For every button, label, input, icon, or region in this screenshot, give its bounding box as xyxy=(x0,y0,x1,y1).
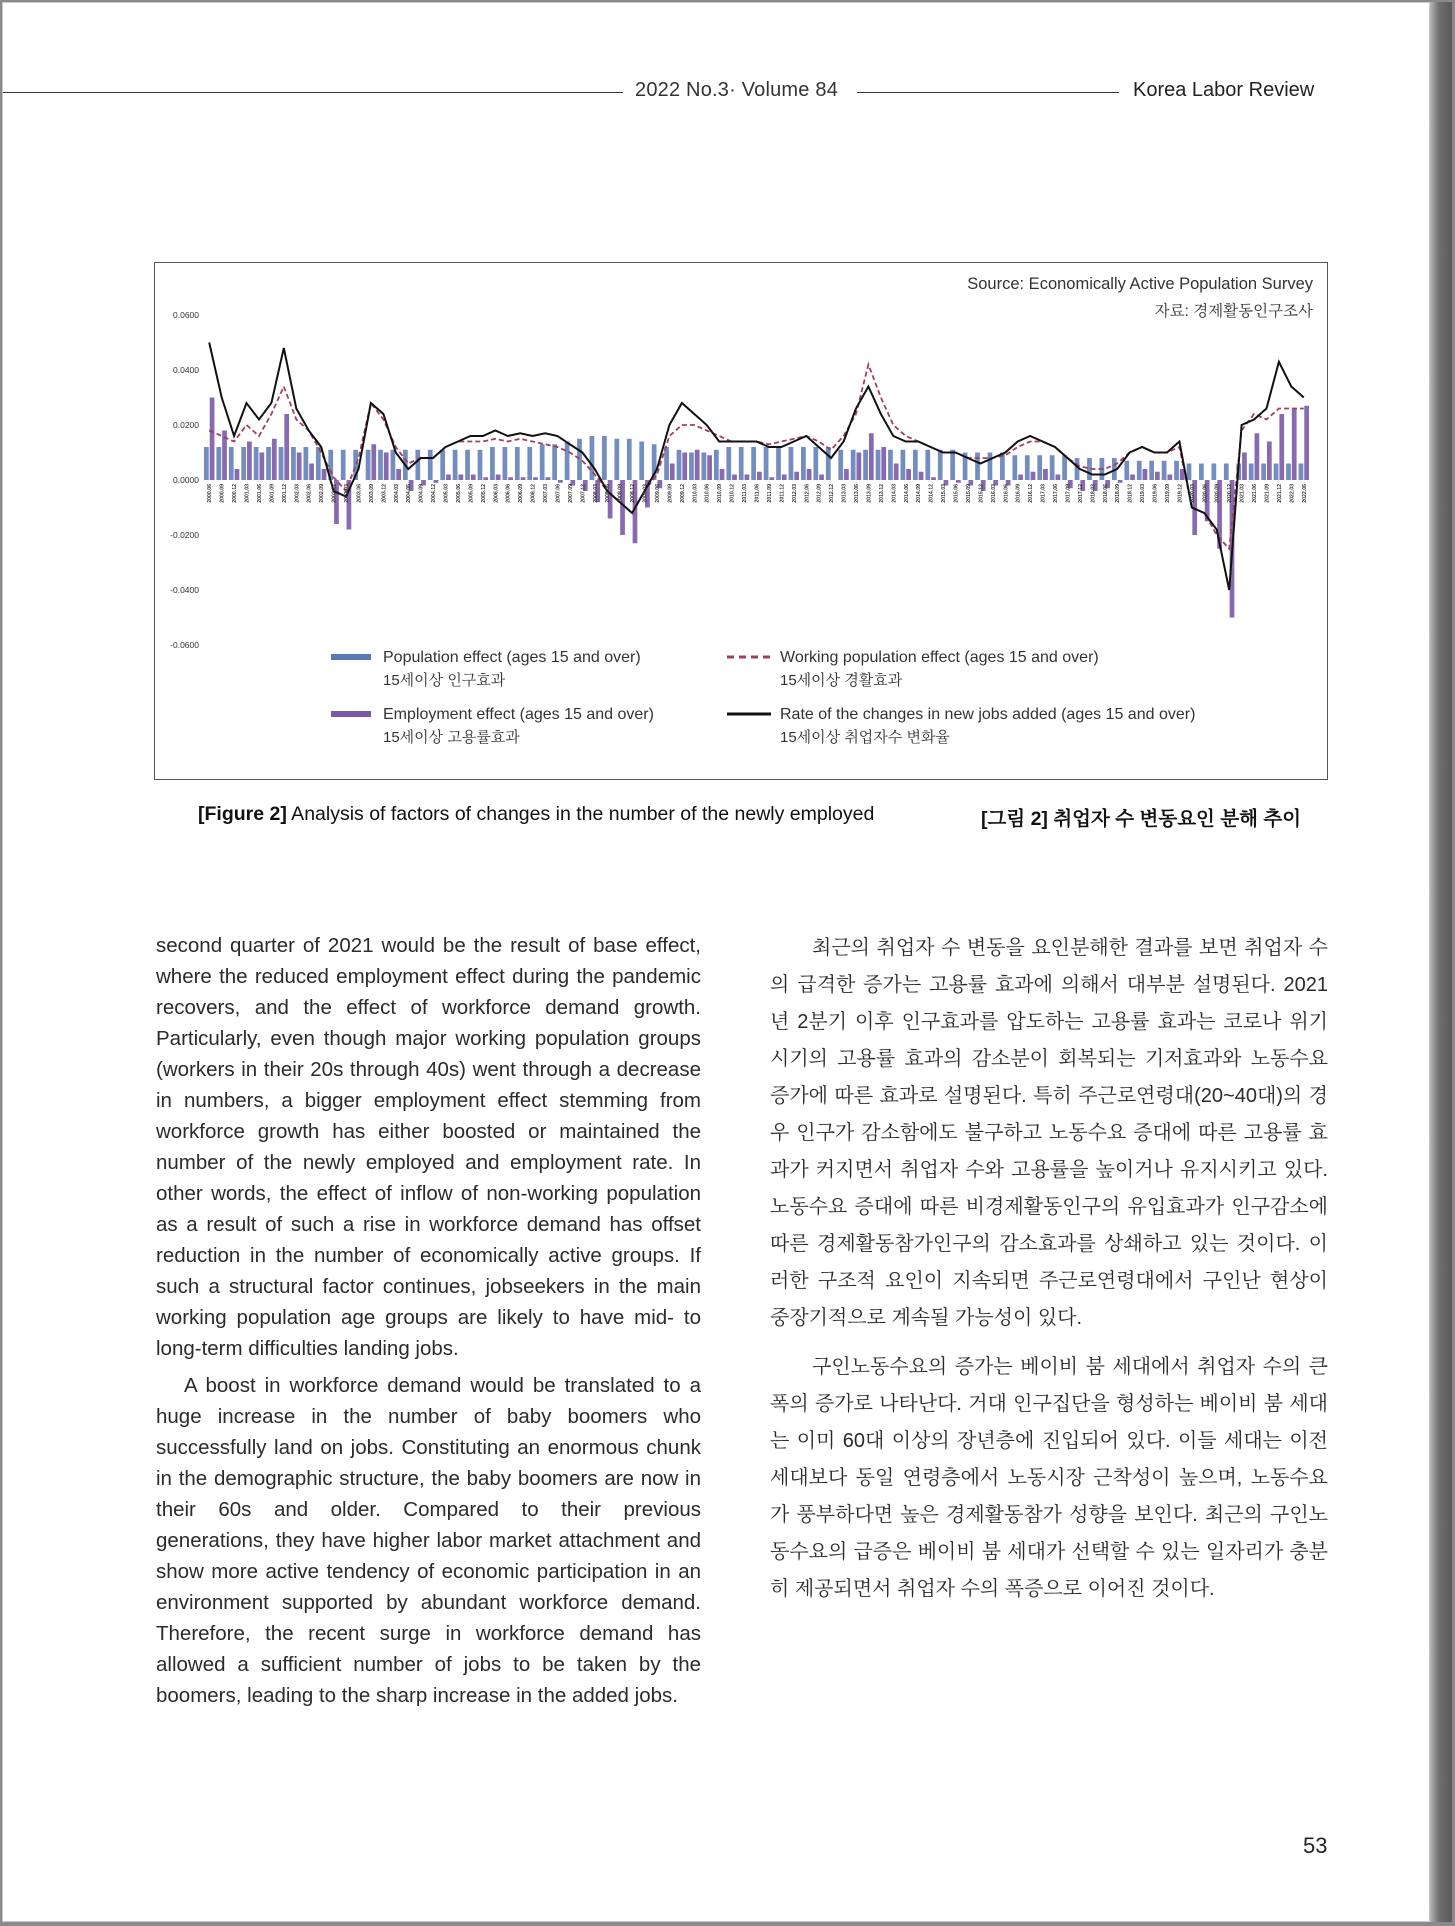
bar-population xyxy=(391,450,396,480)
bar-employment xyxy=(1155,472,1160,480)
x-tick-label: 2021.09 xyxy=(1264,484,1271,503)
x-tick-label: 2004.09 xyxy=(418,484,425,503)
bar-employment xyxy=(396,469,401,480)
bar-employment xyxy=(284,414,289,480)
bar-population xyxy=(789,447,794,480)
bar-population xyxy=(851,450,856,480)
bar-population xyxy=(1187,464,1192,481)
bar-employment xyxy=(235,469,240,480)
bar-population xyxy=(988,453,993,481)
bar-population xyxy=(739,447,744,480)
x-tick-label: 2002.03 xyxy=(294,484,301,503)
y-tick-label: 0.0200 xyxy=(173,420,199,430)
bar-population xyxy=(254,447,259,480)
bar-population xyxy=(266,447,271,480)
x-tick-label: 2017.12 xyxy=(1077,484,1084,503)
english-paragraph-1: second quarter of 2021 would be the result of base effect, where the reduced employment effect during the pandemic recovers, and the effect of workforce demand growth. Particularly, even though major working population groups (workers in their 20s through 40s) went through a decrease in numbers, a bigger employment effect stemming from workforce growth has either boosted or maintained the number of the newly employed and employment rate. In other words, the effect of inflow of non-working population as a result of such a rise in workforce demand has offset reduction in the number of economically active groups. If such a structural factor continues, jobseekers in the main working population age groups are likely to have mid- to long-term difficulties landing jobs. xyxy=(156,934,701,1360)
bar-population xyxy=(1299,464,1304,481)
bar-population xyxy=(1162,461,1167,480)
bar-employment xyxy=(919,472,924,480)
bar-population xyxy=(863,450,868,480)
x-tick-label: 2010.09 xyxy=(717,484,724,503)
x-tick-label: 2014.06 xyxy=(903,484,910,503)
x-tick-label: 2004.03 xyxy=(393,484,400,503)
x-tick-label: 2009.06 xyxy=(654,484,661,503)
bar-employment xyxy=(931,477,936,480)
bar-employment xyxy=(869,433,874,480)
bar-population xyxy=(888,450,893,480)
bar-employment xyxy=(745,475,750,481)
bar-population xyxy=(627,439,632,480)
bar-population xyxy=(478,450,483,480)
bar-population xyxy=(453,450,458,480)
bar-population xyxy=(527,447,532,480)
bar-employment xyxy=(844,469,849,480)
x-tick-label: 2007.03 xyxy=(543,484,550,503)
bar-employment xyxy=(769,477,774,480)
bar-employment xyxy=(1130,475,1135,481)
bar-employment xyxy=(819,475,824,481)
bar-population xyxy=(938,450,943,480)
x-tick-label: 2021.03 xyxy=(1239,484,1246,503)
x-tick-label: 2001.06 xyxy=(256,484,263,503)
bar-employment xyxy=(1043,469,1048,480)
x-tick-label: 2000.06 xyxy=(207,484,214,503)
x-tick-label: 2017.06 xyxy=(1053,484,1060,503)
x-tick-label: 2013.12 xyxy=(878,484,885,503)
bar-population xyxy=(1149,461,1154,480)
bar-population xyxy=(1050,455,1055,480)
x-tick-label: 2016.03 xyxy=(990,484,997,503)
x-tick-label: 2009.03 xyxy=(642,484,649,503)
bar-population xyxy=(503,447,508,480)
bar-population xyxy=(751,447,756,480)
x-tick-label: 2002.06 xyxy=(306,484,313,503)
x-tick-label: 2007.06 xyxy=(555,484,562,503)
bar-population xyxy=(1012,455,1017,480)
x-tick-label: 2012.12 xyxy=(829,484,836,503)
page xyxy=(2,2,1430,1922)
bar-population xyxy=(776,447,781,480)
bar-employment xyxy=(1304,406,1309,480)
korean-paragraph-2: 구인노동수요의 증가는 베이비 붐 세대에서 취업자 수의 큰 폭의 증가로 나타난다. 거대 인구집단을 형성하는 베이비 붐 세대는 이미 60대 이상의 장년층에 진입되어 있다. 이들 세대는 이전 세대보다 동일 연령층에서 노동시장 근착성이 높으며, 노동수요가 풍부하다면 높은 경제활동참가 성향을 보인다. 최근의 구인노동수요의 급증은 베이비 붐 세대가 선택할 수 있는 일자리가 충분히 제공되면서 취업자 수의 폭증으로 이어진 것이다. xyxy=(770,1356,1328,1600)
x-tick-label: 2006.06 xyxy=(505,484,512,503)
x-tick-label: 2001.12 xyxy=(281,484,288,503)
x-tick-label: 2016.09 xyxy=(1015,484,1022,503)
legend-rate xyxy=(780,703,1195,749)
bar-population xyxy=(291,447,296,480)
bar-population xyxy=(440,450,445,480)
header-issue: 2022 No.3· Volume 84 xyxy=(635,79,839,101)
bar-population xyxy=(689,453,694,481)
y-tick-label: -0.0600 xyxy=(170,640,199,650)
bar-employment xyxy=(322,469,327,480)
x-tick-label: 2006.03 xyxy=(493,484,500,503)
bar-population xyxy=(490,447,495,480)
x-tick-label: 2014.09 xyxy=(916,484,923,503)
x-tick-label: 2004.06 xyxy=(406,484,413,503)
bar-employment xyxy=(695,450,700,480)
x-tick-label: 2010.12 xyxy=(729,484,736,503)
x-tick-label: 2002.09 xyxy=(319,484,326,503)
x-tick-label: 2003.06 xyxy=(356,484,363,503)
bar-population xyxy=(415,450,420,480)
bar-population xyxy=(801,447,806,480)
bar-employment xyxy=(807,469,812,480)
bar-population xyxy=(341,450,346,480)
y-tick-label: 0.0600 xyxy=(173,310,199,320)
chart-plot xyxy=(155,263,1326,778)
y-tick-label: -0.0200 xyxy=(170,530,199,540)
bar-population xyxy=(540,444,545,480)
bar-employment xyxy=(757,472,762,480)
bar-population xyxy=(552,444,557,480)
chart-source-en: Source: Economically Active Population Survey xyxy=(967,275,1313,293)
bar-population xyxy=(975,453,980,481)
x-tick-label: 2006.09 xyxy=(518,484,525,503)
bar-population xyxy=(764,447,769,480)
x-tick-label: 2015.09 xyxy=(965,484,972,503)
bar-employment xyxy=(1031,472,1036,480)
legend-population xyxy=(383,646,641,692)
x-tick-label: 2007.12 xyxy=(580,484,587,503)
bar-population xyxy=(813,447,818,480)
legend-employment-ko: 15세이상 고용률효과 xyxy=(383,729,520,746)
x-tick-label: 2012.03 xyxy=(791,484,798,503)
bar-employment xyxy=(1255,433,1260,480)
x-tick-label: 2018.06 xyxy=(1102,484,1109,503)
bar-population xyxy=(602,436,607,480)
x-tick-label: 2016.12 xyxy=(1028,484,1035,503)
korean-column xyxy=(770,930,1328,1608)
bar-employment xyxy=(682,453,687,481)
bar-population xyxy=(204,447,209,480)
bar-employment xyxy=(1056,475,1061,481)
x-tick-label: 2021.06 xyxy=(1252,484,1259,503)
legend-rate-ko: 15세이상 취업자수 변화율 xyxy=(780,729,950,746)
x-tick-label: 2013.03 xyxy=(841,484,848,503)
chart-source-ko: 자료: 경제활동인구조사 xyxy=(1154,303,1313,320)
bar-population xyxy=(1037,455,1042,480)
legend-swatch-population xyxy=(331,654,371,660)
x-tick-label: 2019.03 xyxy=(1140,484,1147,503)
x-tick-label: 2013.06 xyxy=(854,484,861,503)
bar-population xyxy=(714,450,719,480)
x-tick-label: 2019.06 xyxy=(1152,484,1159,503)
legend-population-en: Population effect (ages 15 and over) xyxy=(383,649,641,666)
bar-employment xyxy=(384,453,389,481)
x-tick-label: 2022.06 xyxy=(1301,484,1308,503)
bar-employment xyxy=(956,480,961,483)
x-tick-label: 2018.09 xyxy=(1115,484,1122,503)
bar-population xyxy=(702,453,707,481)
x-tick-label: 2003.03 xyxy=(344,484,351,503)
bar-population xyxy=(876,450,881,480)
x-tick-label: 2008.09 xyxy=(617,484,624,503)
figure-caption-tag: [Figure 2] xyxy=(198,803,287,825)
bar-population xyxy=(901,450,906,480)
korean-paragraph-1: 최근의 취업자 수 변동을 요인분해한 결과를 보면 취업자 수의 급격한 증가는 고용률 효과에 의해서 대부분 설명된다. 2021년 2분기 이후 인구효과를 압도하는 고용률 효과는 코로나 위기 시기의 고용률 효과의 감소분이 회복되는 기저효과와 노동수요 증가에 따른 효과로 설명된다. 특히 주근로연령대(20~40대)의 경우 인구가 감소함에도 불구하고 노동수요 증대에 따른 고용률 효과가 커지면서 취업자 수와 고용률을 높이거나 유지시키고 있다. 노동수요 증대에 따른 비경제활동인구의 유입효과가 인구감소에 따른 경제활동참가인구의 감소효과를 상쇄하고 있는 것이다. 이러한 구조적 요인이 지속되면 주근로연령대에서 구인난 현상이 중장기적으로 계속될 가능성이 있다. xyxy=(770,937,1328,1329)
bar-population xyxy=(428,450,433,480)
bar-employment xyxy=(794,472,799,480)
x-tick-label: 2005.03 xyxy=(443,484,450,503)
x-tick-label: 2021.12 xyxy=(1276,484,1283,503)
english-paragraph-2: A boost in workforce demand would be translated to a huge increase in the number of baby boomers who successfully land on jobs. Constituting an enormous chunk in the demographic structure, the baby boomers are now in their 60s and older. Compared to their previous generations, they have higher labor market attachment and show more active tendency of economic participation in an environment supported by abundant workforce demand. Therefore, the recent surge in workforce demand has allowed a sufficient number of jobs to be taken by the boomers, leading to the sharp increase in the added jobs. xyxy=(156,1374,701,1707)
x-tick-label: 2000.12 xyxy=(232,484,239,503)
bar-employment xyxy=(546,477,551,480)
bar-population xyxy=(1199,464,1204,481)
bar-employment xyxy=(782,475,787,481)
x-tick-label: 2007.09 xyxy=(567,484,574,503)
bar-population xyxy=(279,447,284,480)
bar-population xyxy=(378,450,383,480)
figure-caption-ko: [그림 2] 취업자 수 변동요인 분해 추이 xyxy=(981,808,1302,830)
header-rule-middle xyxy=(857,92,1119,93)
bar-population xyxy=(1261,464,1266,481)
x-tick-label: 2003.09 xyxy=(368,484,375,503)
bar-population xyxy=(565,442,570,481)
bar-employment xyxy=(483,477,488,480)
x-tick-label: 2000.09 xyxy=(219,484,226,503)
bar-population xyxy=(913,450,918,480)
y-tick-label: 0.0400 xyxy=(173,365,199,375)
x-tick-label: 2022.03 xyxy=(1289,484,1296,503)
bar-employment xyxy=(558,480,563,483)
x-tick-label: 2017.09 xyxy=(1065,484,1072,503)
x-tick-label: 2020.06 xyxy=(1202,484,1209,503)
x-tick-label: 2001.03 xyxy=(244,484,251,503)
bar-employment xyxy=(247,442,252,481)
x-tick-label: 2015.03 xyxy=(941,484,948,503)
bar-employment xyxy=(881,447,886,480)
bar-population xyxy=(366,450,371,480)
x-tick-label: 2016.06 xyxy=(1003,484,1010,503)
legend-working xyxy=(780,646,1099,692)
bar-population xyxy=(838,450,843,480)
bar-population xyxy=(826,447,831,480)
x-tick-label: 2015.06 xyxy=(953,484,960,503)
x-tick-label: 2008.06 xyxy=(605,484,612,503)
x-tick-label: 2009.09 xyxy=(667,484,674,503)
bar-population xyxy=(1062,455,1067,480)
bar-population xyxy=(1274,464,1279,481)
x-tick-label: 2019.09 xyxy=(1164,484,1171,503)
bar-employment xyxy=(458,475,463,481)
bar-employment xyxy=(857,453,862,481)
bar-employment xyxy=(272,439,277,480)
legend-swatch-rate xyxy=(727,710,771,718)
x-tick-label: 2018.12 xyxy=(1127,484,1134,503)
x-tick-label: 2012.09 xyxy=(816,484,823,503)
page-edge-shadow xyxy=(1430,2,1452,1922)
bar-employment xyxy=(210,398,215,481)
bar-employment xyxy=(508,477,513,480)
x-tick-label: 2008.12 xyxy=(630,484,637,503)
bar-population xyxy=(515,447,520,480)
bar-employment xyxy=(371,444,376,480)
bar-employment xyxy=(521,477,526,480)
figure-2-chart xyxy=(154,262,1328,780)
bar-population xyxy=(1249,464,1254,481)
bar-employment xyxy=(720,469,725,480)
bar-employment xyxy=(309,464,314,481)
bar-population xyxy=(229,447,234,480)
bar-population xyxy=(241,447,246,480)
legend-swatch-employment xyxy=(331,711,371,717)
x-tick-label: 2015.12 xyxy=(978,484,985,503)
bar-population xyxy=(925,450,930,480)
x-tick-label: 2005.09 xyxy=(468,484,475,503)
bar-population xyxy=(1025,455,1030,480)
bar-employment xyxy=(707,455,712,480)
bar-employment xyxy=(670,464,675,481)
legend-employment-en: Employment effect (ages 15 and over) xyxy=(383,706,654,723)
x-tick-label: 2006.12 xyxy=(530,484,537,503)
x-tick-label: 2012.06 xyxy=(804,484,811,503)
x-tick-label: 2009.12 xyxy=(679,484,686,503)
bar-population xyxy=(726,447,731,480)
bar-employment xyxy=(1018,475,1023,481)
bar-employment xyxy=(894,464,899,481)
bar-employment xyxy=(533,477,538,480)
x-tick-label: 2014.12 xyxy=(928,484,935,503)
figure-caption-en xyxy=(198,803,874,826)
x-tick-label: 2020.12 xyxy=(1227,484,1234,503)
legend-rate-en: Rate of the changes in new jobs added (ages 15 and over) xyxy=(780,706,1196,723)
legend-working-ko: 15세이상 경활효과 xyxy=(780,672,903,689)
legend-working-en: Working population effect (ages 15 and over) xyxy=(780,649,1099,666)
bar-employment xyxy=(471,475,476,481)
x-tick-label: 2005.12 xyxy=(480,484,487,503)
x-tick-label: 2019.12 xyxy=(1177,484,1184,503)
bar-population xyxy=(950,450,955,480)
x-tick-label: 2011.09 xyxy=(766,484,773,503)
bar-population xyxy=(465,450,470,480)
x-tick-label: 2010.06 xyxy=(704,484,711,503)
bar-employment xyxy=(446,475,451,481)
x-tick-label: 2020.03 xyxy=(1189,484,1196,503)
x-tick-label: 2008.03 xyxy=(592,484,599,503)
bar-employment xyxy=(496,475,501,481)
bar-population xyxy=(304,447,309,480)
x-tick-label: 2011.12 xyxy=(779,484,786,503)
bar-employment xyxy=(906,469,911,480)
x-tick-label: 2010.03 xyxy=(692,484,699,503)
x-tick-label: 2011.03 xyxy=(742,484,749,503)
bar-population xyxy=(677,450,682,480)
x-tick-label: 2011.06 xyxy=(754,484,761,503)
page-number: 53 xyxy=(1303,1833,1328,1858)
bar-population xyxy=(577,439,582,480)
bar-population xyxy=(1174,461,1179,480)
bar-population xyxy=(664,447,669,480)
y-tick-label: 0.0000 xyxy=(173,475,199,485)
bar-employment xyxy=(732,475,737,481)
x-tick-label: 2004.12 xyxy=(431,484,438,503)
x-tick-label: 2013.09 xyxy=(866,484,873,503)
bar-employment xyxy=(1118,480,1123,483)
x-tick-label: 2005.06 xyxy=(455,484,462,503)
x-tick-label: 2002.12 xyxy=(331,484,338,503)
legend-population-ko: 15세이상 인구효과 xyxy=(383,672,506,689)
x-tick-label: 2001.09 xyxy=(269,484,276,503)
bar-employment xyxy=(259,453,264,481)
bar-employment xyxy=(1267,442,1272,481)
x-tick-label: 2014.03 xyxy=(891,484,898,503)
legend-swatch-working xyxy=(727,653,771,661)
figure-caption-en-text: Analysis of factors of changes in the number of the newly employed xyxy=(286,803,875,825)
header-journal-title: Korea Labor Review xyxy=(1133,79,1315,101)
bar-employment xyxy=(1242,453,1247,481)
header-rule-left xyxy=(3,92,623,93)
x-tick-label: 2018.03 xyxy=(1090,484,1097,503)
x-tick-label: 2003.12 xyxy=(381,484,388,503)
bar-employment xyxy=(1292,409,1297,481)
legend-employment xyxy=(383,703,654,749)
bar-employment xyxy=(1143,469,1148,480)
english-column xyxy=(156,930,701,1711)
bar-employment xyxy=(297,453,302,481)
bar-employment xyxy=(1279,414,1284,480)
x-tick-label: 2017.03 xyxy=(1040,484,1047,503)
bar-population xyxy=(1286,464,1291,481)
y-tick-label: -0.0400 xyxy=(170,585,199,595)
x-tick-label: 2020.09 xyxy=(1214,484,1221,503)
bar-population xyxy=(1224,464,1229,481)
bar-employment xyxy=(434,480,439,483)
bar-population xyxy=(1124,461,1129,480)
bar-population xyxy=(639,442,644,481)
bar-population xyxy=(1211,464,1216,481)
bar-employment xyxy=(1167,475,1172,481)
bar-population xyxy=(216,447,221,480)
bar-population xyxy=(1137,461,1142,480)
bar-population xyxy=(614,439,619,480)
